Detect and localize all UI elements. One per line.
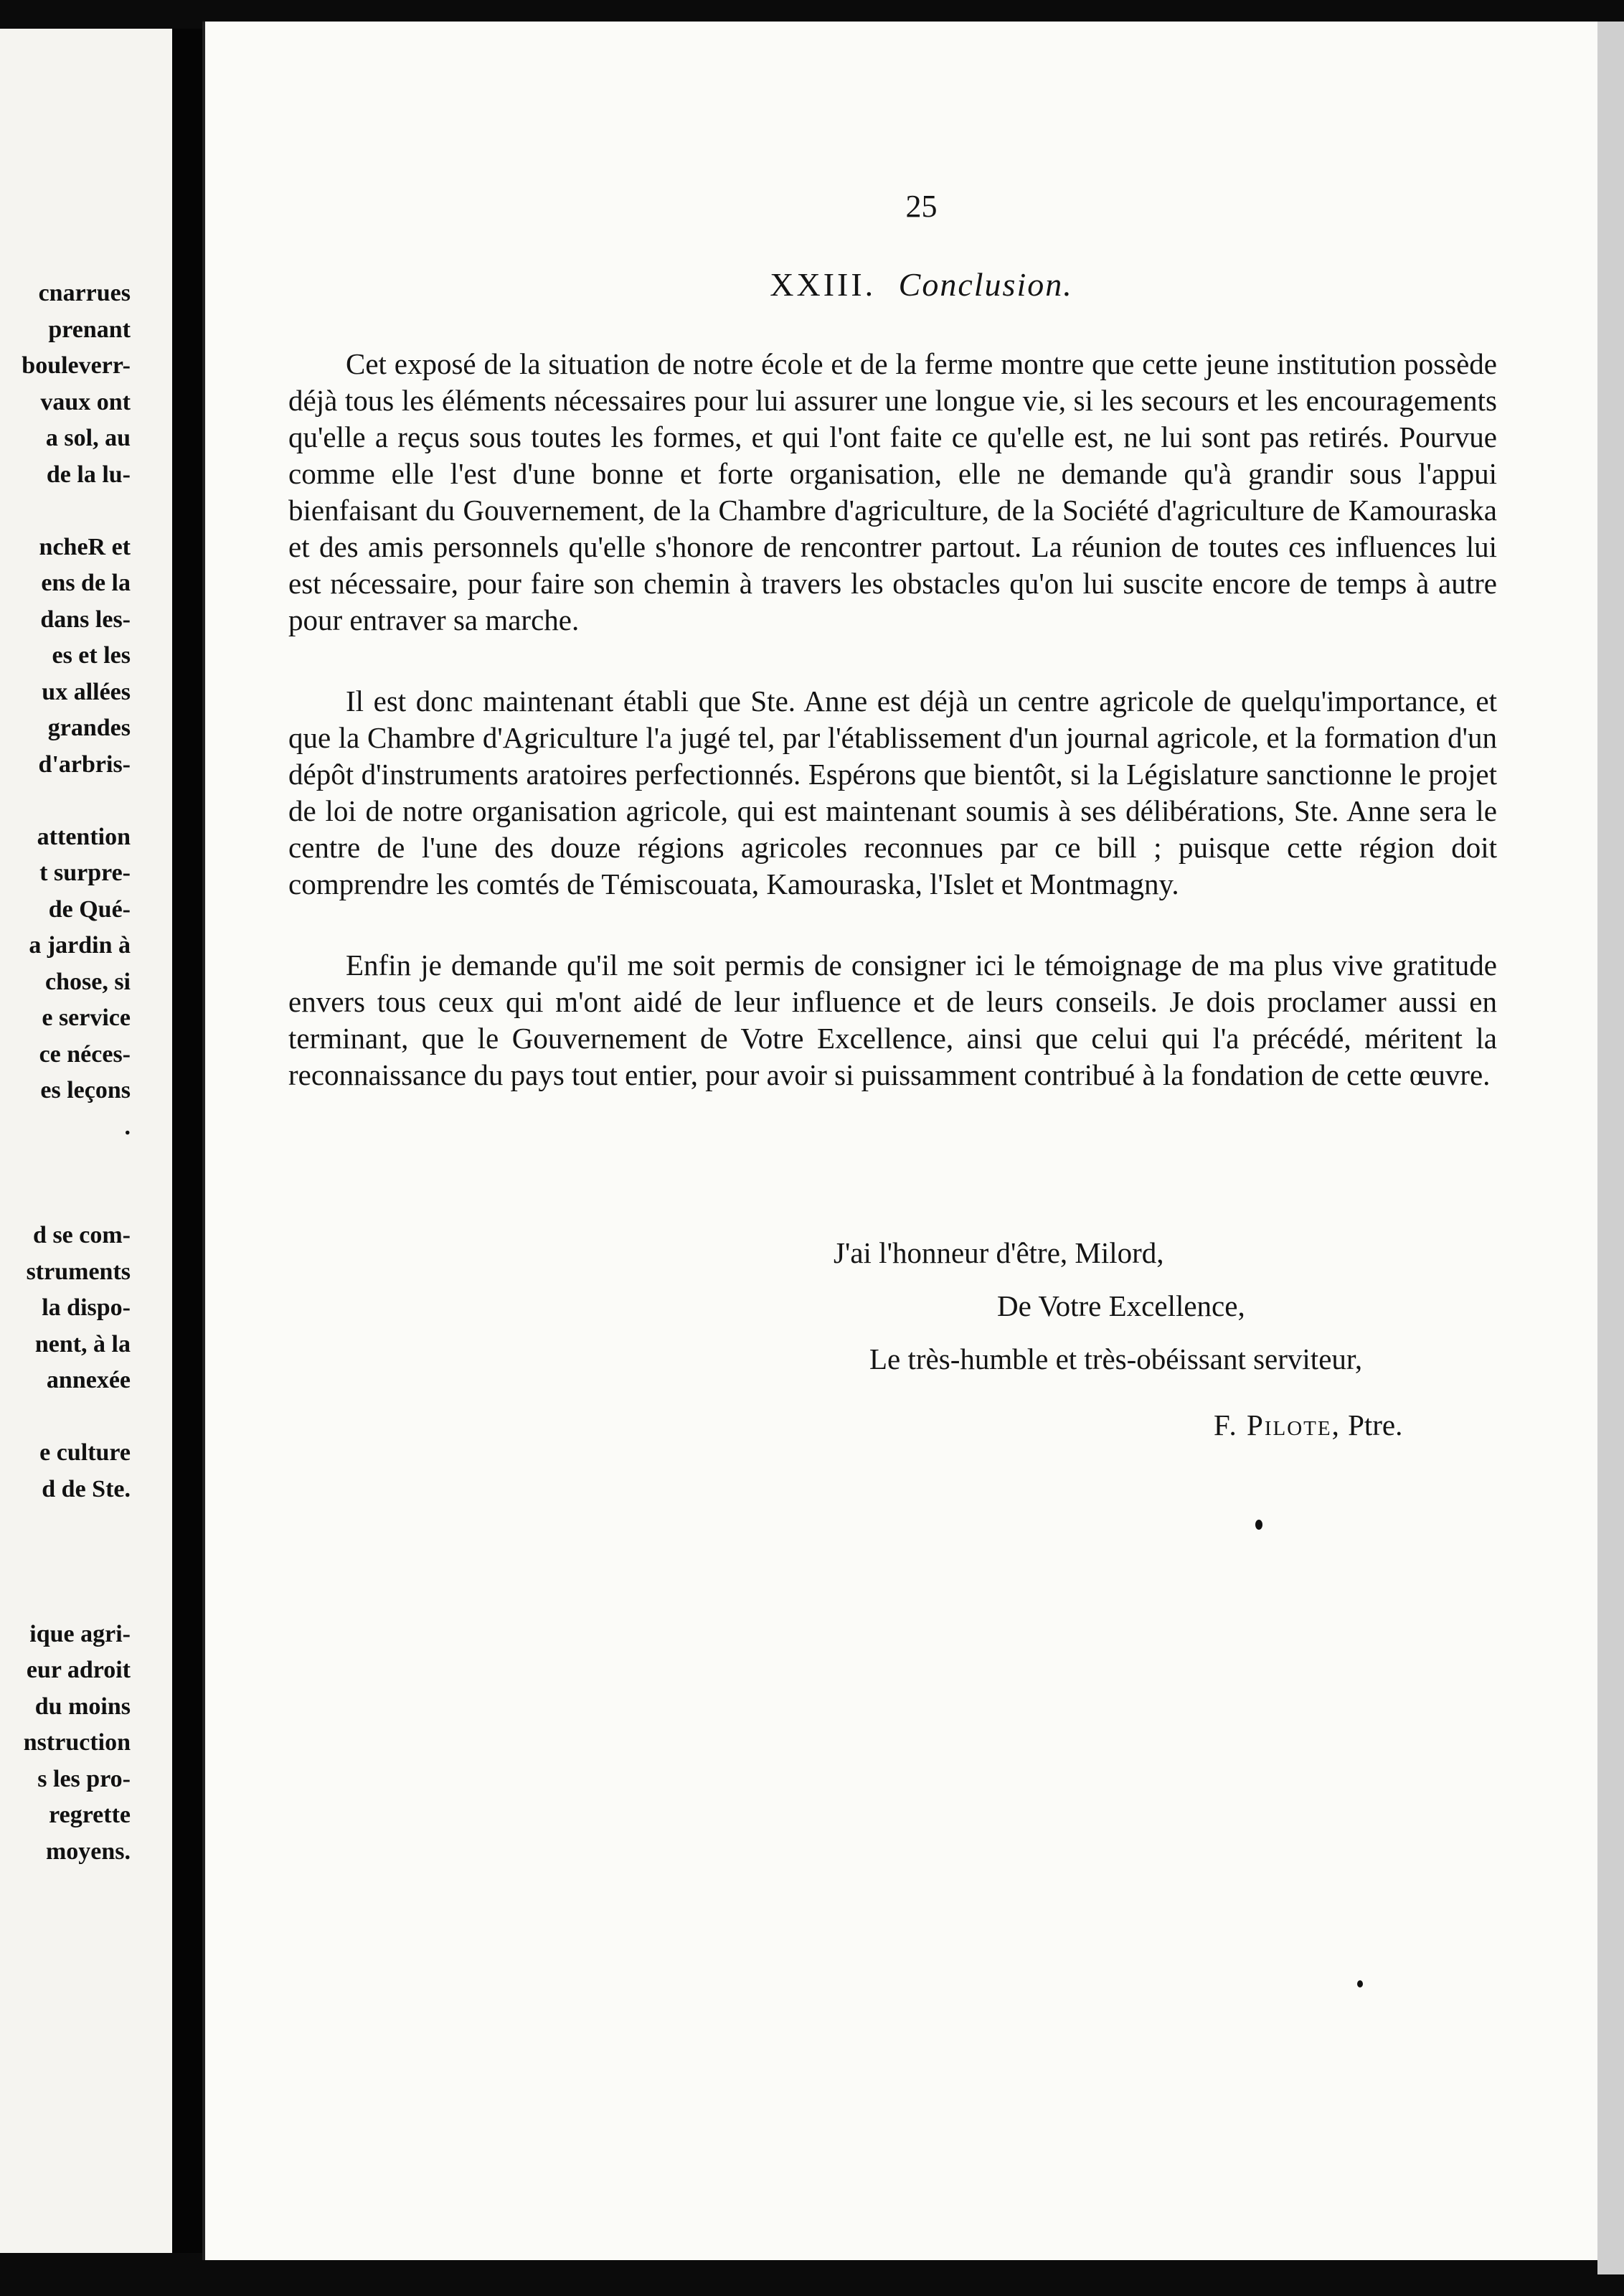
- left-page-line: s les pro-: [37, 1765, 131, 1792]
- page-gutter: [172, 29, 202, 2253]
- left-page-line: d de Ste.: [42, 1475, 131, 1502]
- left-page-line: bouleverr-: [22, 352, 131, 379]
- left-page-line: es leçons: [40, 1077, 131, 1104]
- left-page-line: struments: [26, 1258, 131, 1285]
- signature-title: Ptre.: [1348, 1408, 1403, 1441]
- left-page-line: chose, si: [45, 968, 131, 995]
- left-page-line: regrette: [49, 1802, 131, 1828]
- ink-speck: [1357, 1980, 1363, 1987]
- left-page-line: attention: [37, 823, 131, 850]
- left-page-line: ce néces-: [39, 1040, 131, 1068]
- left-page-line: nent, à la: [34, 1330, 131, 1358]
- left-page-line: e service: [42, 1004, 131, 1031]
- left-page-line: ens de la: [41, 570, 131, 596]
- section-heading: [224, 265, 1619, 304]
- left-page-line: du moins: [34, 1693, 131, 1720]
- left-page-line: nstruction: [23, 1729, 131, 1756]
- section-number: XXIII.: [770, 266, 877, 303]
- body-text: [288, 346, 1497, 1093]
- closing-line-3: Le très-humble et très-obéissant serviteur,: [869, 1342, 1363, 1375]
- closing-line-1: J'ai l'honneur d'être, Milord,: [834, 1236, 1164, 1269]
- left-page-line: ncheR et: [39, 533, 131, 560]
- left-page-line: d se com-: [33, 1222, 131, 1248]
- signature-name: F. Pilote,: [1214, 1408, 1341, 1441]
- left-page-line: de Qué-: [48, 895, 131, 923]
- document-page: [202, 22, 1597, 2260]
- section-title: Conclusion.: [898, 266, 1073, 303]
- left-page-line: t surpre-: [39, 860, 131, 886]
- left-page-line: prenant: [48, 316, 131, 343]
- left-page-line: de la lu-: [46, 461, 131, 488]
- left-page-line: dans les-: [40, 606, 131, 633]
- left-page-line: e culture: [39, 1439, 131, 1466]
- left-page-fragment: [0, 29, 172, 2253]
- left-page-line: .: [124, 1113, 131, 1140]
- left-page-line: moyens.: [45, 1838, 131, 1865]
- signature: [1214, 1408, 1402, 1442]
- left-page-line: la dispo-: [42, 1294, 131, 1321]
- page-number: 25: [905, 189, 938, 224]
- left-page-line: eur adroit: [26, 1657, 131, 1683]
- ink-speck: [1255, 1520, 1262, 1530]
- paragraph-1: Cet exposé de la situation de notre école et de la ferme montre que cette jeune institution possède déjà tous les éléments nécessaires pour lui assurer une longue vie, si les secours et les encouragements qu'elle a reçus sous toutes les formes, et qui l'ont faite ce qu'elle est, ne lui sont pas retirés. Pourvue comme elle l'est d'une bonne et forte organisation, elle ne demande qu'à grandir sous l'appui bienfaisant du Gouvernement, de la Chambre d'agriculture, de la Société d'agriculture de Kamouraska et des amis personnels qu'elle s'honore de rencontrer partout. La réunion de toutes ces influences lui est nécessaire, pour faire son chemin à travers les obstacles qu'on lui suscite encore de temps à autre pour entraver sa marche.: [288, 347, 1497, 636]
- left-page-line: ique agri-: [29, 1620, 131, 1647]
- left-page-line: a sol, au: [45, 425, 131, 451]
- closing-line-2: De Votre Excellence,: [997, 1289, 1245, 1322]
- left-page-line: es et les: [52, 642, 131, 669]
- left-page-line: grandes: [47, 715, 131, 741]
- left-page-line: vaux ont: [40, 388, 131, 415]
- left-page-line: d'arbris-: [38, 751, 131, 778]
- left-page-line: annexée: [46, 1367, 131, 1393]
- paragraph-2: Il est donc maintenant établi que Ste. Anne est déjà un centre agricole de quelqu'importance, et que la Chambre d'Agriculture l'a jugé tel, par l'établissement d'un journal agricole, et la formation d'un dépôt d'instruments aratoires perfectionnés. Espérons que bientôt, si la Législature sanctionne le projet de loi de notre organisation agricole, qui est maintenant soumis à ses délibérations, Ste. Anne sera le centre de l'une des douze régions agricoles reconnues par ce bill ; puisque cette région doit comprendre les comtés de Témiscouata, Kamouraska, l'Islet et Montmagny.: [288, 684, 1497, 900]
- left-page-line: a jardin à: [29, 932, 131, 959]
- left-page-line: ux allées: [42, 678, 131, 705]
- paragraph-3: Enfin je demande qu'il me soit permis de consigner ici le témoignage de ma plus vive gratitude envers tous ceux qui m'ont aidé de leur influence et de leurs conseils. Je dois proclamer aussi en terminant, que le Gouvernement de Votre Excellence, ainsi que celui qui l'a précédé, méritent la reconnaissance du pays tout entier, pour avoir si puissamment contribué à la fondation de cette œuvre.: [288, 949, 1497, 1091]
- page-edge: [1597, 22, 1624, 2274]
- left-page-line: cnarrues: [38, 280, 131, 306]
